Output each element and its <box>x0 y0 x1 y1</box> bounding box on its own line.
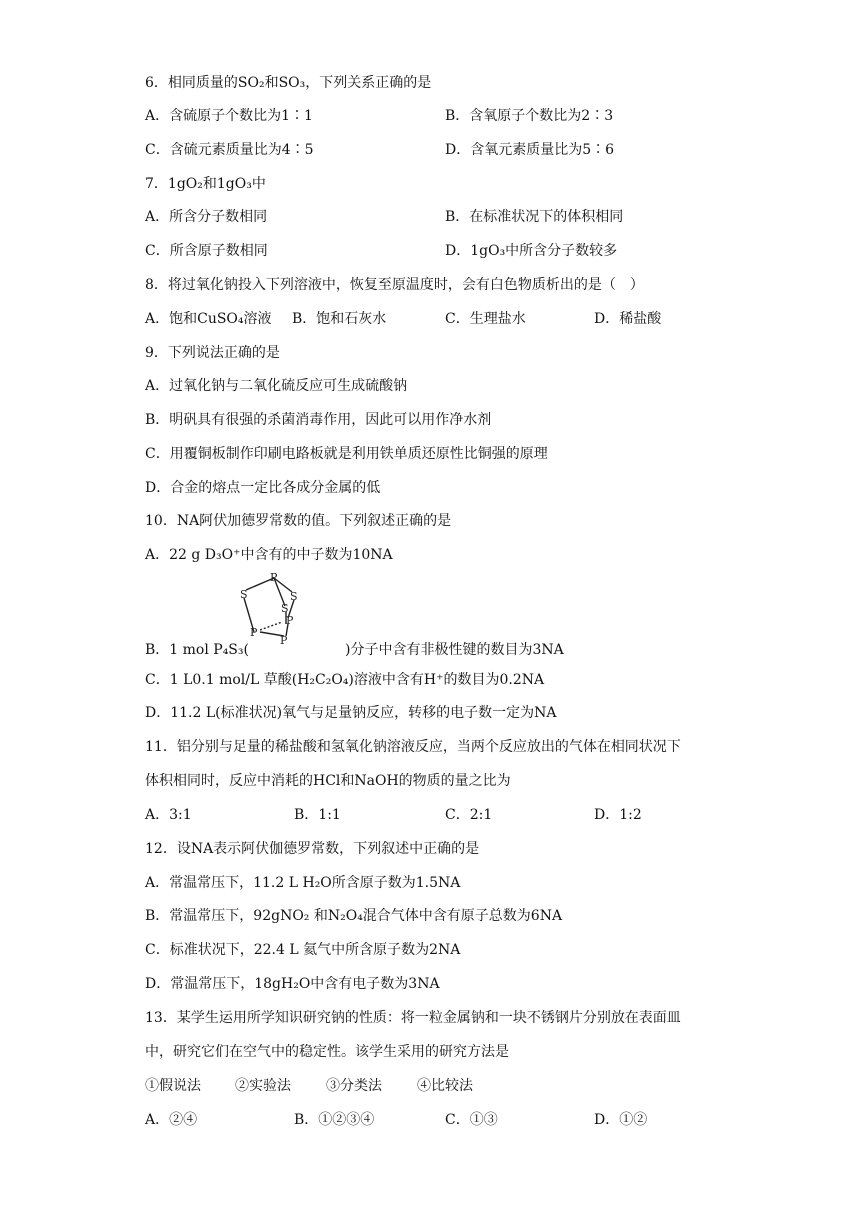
q6-option-d: D．含氧元素质量比为5∶6 <box>445 142 615 158</box>
q10-option-a: A．22 g D₃O⁺中含有的中子数为10NA <box>145 547 393 563</box>
atom-label: P <box>270 571 278 584</box>
q7-stem: 7．1gO₂和1gO₃中 <box>145 176 266 192</box>
q10-option-b-suffix: )分子中含有非极性键的数目为3NA <box>344 642 564 658</box>
q10-stem: 10．NA阿伏加德罗常数的值。下列叙述正确的是 <box>145 513 452 529</box>
q11-option-d: D．1:2 <box>594 807 642 823</box>
q11-stem-line2: 体积相同时，反应中消耗的HCl和NaOH的物质的量之比为 <box>145 773 511 789</box>
q7-option-b: B．在标准状况下的体积相同 <box>445 209 624 225</box>
q11-option-b: B．1:1 <box>294 807 341 823</box>
q13-method-2: ②实验法 <box>235 1078 291 1094</box>
q8-option-b: B．饱和石灰水 <box>292 311 387 327</box>
q8-option-a: A．饱和CuSO₄溶液 <box>145 311 272 327</box>
q9-option-c: C．用覆铜板制作印刷电路板就是利用铁单质还原性比铜强的原理 <box>145 446 548 462</box>
q12-option-d: D．常温常压下，18gH₂O中含有电子数为3NA <box>145 976 440 992</box>
q12-option-a: A．常温常压下，11.2 L H₂O所含原子数为1.5NA <box>145 875 461 891</box>
q13-option-b: B．①②③④ <box>294 1112 375 1128</box>
q9-option-a: A．过氧化钠与二氧化硫反应可生成硫酸钠 <box>145 378 408 394</box>
q13-option-c: C．①③ <box>445 1112 498 1128</box>
q10-option-b-prefix: B．1 mol P₄S₃( <box>145 642 249 658</box>
atom-label: P <box>250 626 258 639</box>
q10-option-c: C．1 L0.1 mol/L 草酸(H₂C₂O₄)溶液中含有H⁺的数目为0.2NA <box>145 672 545 688</box>
q13-method-3: ③分类法 <box>326 1078 382 1094</box>
q7-option-d: D．1gO₃中所含分子数较多 <box>445 243 618 259</box>
q9-option-d: D．合金的熔点一定比各成分金属的低 <box>145 480 381 496</box>
atom-label: P <box>286 614 294 627</box>
q12-option-c: C．标准状况下，22.4 L 氦气中所含原子数为2NA <box>145 942 461 958</box>
q8-option-d: D．稀盐酸 <box>594 311 662 327</box>
q11-stem-line1: 11．铝分别与足量的稀盐酸和氢氧化钠溶液反应，当两个反应放出的气体在相同状况下 <box>145 739 681 755</box>
q8-option-c: C．生理盐水 <box>445 311 526 327</box>
q8-stem: 8．将过氧化钠投入下列溶液中，恢复至原温度时，会有白色物质析出的是（ ） <box>145 277 644 293</box>
q11-option-a: A．3:1 <box>145 807 192 823</box>
q10-option-b <box>145 640 564 660</box>
q13-stem-line2: 中，研究它们在空气中的稳定性。该学生采用的研究方法是 <box>145 1044 509 1060</box>
p4s3-molecule-diagram <box>230 570 320 646</box>
q9-option-b: B．明矾具有很强的杀菌消毒作用，因此可以用作净水剂 <box>145 412 492 428</box>
atom-label: P <box>280 634 288 646</box>
q6-option-a: A．含硫原子个数比为1∶1 <box>145 108 313 124</box>
bond <box>260 622 282 630</box>
q13-method-1: ①假说法 <box>145 1078 201 1094</box>
q13-option-a: A．②④ <box>145 1112 198 1128</box>
q11-option-c: C．2:1 <box>445 807 493 823</box>
q12-option-b: B．常温常压下，92gNO₂ 和N₂O₄混合气体中含有原子总数为6NA <box>145 908 563 924</box>
q7-option-c: C．所含原子数相同 <box>145 243 268 259</box>
q10-option-d: D．11.2 L(标准状况)氧气与足量钠反应，转移的电子数一定为NA <box>145 705 557 721</box>
q6-option-c: C．含硫元素质量比为4∶5 <box>145 142 314 158</box>
atom-label: S <box>281 602 289 615</box>
q13-option-d: D．①② <box>594 1112 648 1128</box>
q9-stem: 9．下列说法正确的是 <box>145 345 280 361</box>
q6-option-b: B．含氧原子个数比为2∶3 <box>445 108 614 124</box>
atom-label: S <box>290 590 298 603</box>
q6-stem: 6．相同质量的SO₂和SO₃，下列关系正确的是 <box>145 75 432 91</box>
q13-stem-line1: 13．某学生运用所学知识研究钠的性质：将一粒金属钠和一块不锈钢片分别放在表面皿 <box>145 1010 681 1026</box>
q7-option-a: A．所含分子数相同 <box>145 209 268 225</box>
q12-stem: 12．设NA表示阿伏伽德罗常数，下列叙述中正确的是 <box>145 841 480 857</box>
q13-method-4: ④比较法 <box>417 1078 473 1094</box>
atom-label: S <box>240 588 248 601</box>
